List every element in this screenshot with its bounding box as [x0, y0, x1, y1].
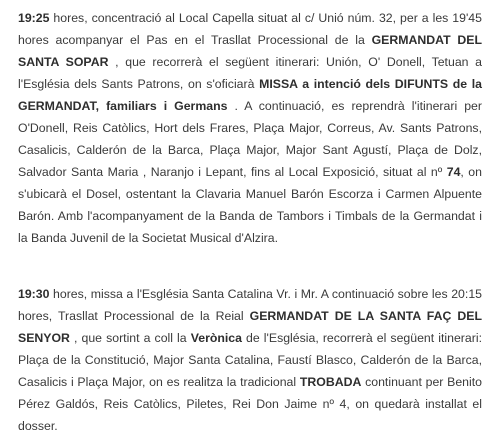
text-segment: , on s'ubicarà el Dosel, ostentant la Clavaria Manuel Barón Escorza i Carmen Alpuente Barón. Amb l'acompanyament de la Banda de Tambors i Timbals de la Germandat i la Banda Juvenil de la Societat Musical d'Alzira. — [18, 165, 482, 245]
text-segment: , que sortint a coll la — [69, 331, 191, 345]
text-segment: hores, concentració al Local Capella situat al c/ Unió núm. 32, per a les 19'45 hores acompanyar el Pas en el Trasllat Processional de la — [18, 11, 482, 47]
text-segment: de l'Església, recorrerà el següent itinerari: Plaça de la Constitució, Major Santa Catalina, Faustí Blasco, Calderón de la Barca, Casalicis i Plaça Major, on es realitza la tradicional — [18, 331, 482, 389]
time-1930: 19:30 — [18, 287, 50, 301]
paragraph-santa-sopar — [18, 7, 482, 249]
veronica: Verònica — [190, 331, 242, 345]
time-1925: 19:25 — [18, 11, 50, 25]
paragraph-gap — [18, 249, 482, 283]
missa-difunts: MISSA a intenció dels DIFUNTS de la GERMANDAT, familiars i Germans — [18, 77, 482, 113]
germandat-santa-sopar: GERMANDAT DEL SANTA SOPAR — [18, 33, 483, 69]
text-segment: , que recorrerà el següent itinerari: Unión, O' Donell, Tetuan a l'Església dels Sants Patrons, on s'oficiarà — [18, 55, 483, 91]
street-number: 74 — [446, 165, 461, 179]
text-segment: continuant per Benito Pérez Galdós, Reis Catòlics, Piletes, Rei Don Jaime nº 4, on quedarà installat el dosser. — [18, 375, 482, 433]
germandat-santa-fac: GERMANDAT DE LA SANTA FAÇ DEL SENYOR — [18, 309, 482, 345]
trobada: TROBADA — [299, 375, 362, 389]
text-segment: hores, missa a l'Església Santa Catalina Vr. i Mr. A continuació sobre les 20:15 hores, Trasllat Processional de la Reial — [18, 287, 482, 323]
text-segment: . A continuació, es reprendrà l'itinerari per O'Donell, Reis Catòlics, Hort dels Frares, Plaça Major, Correus, Av. Sants Patrons, Casalicis, Calderón de la Barca, Plaça Major, Major Sant Agustí, Plaça de Dolz, Salvador Santa Maria , Naranjo i Lepant, fins al Local Exposició, situat al nº — [18, 99, 482, 179]
paragraph-santa-fac — [18, 283, 482, 437]
